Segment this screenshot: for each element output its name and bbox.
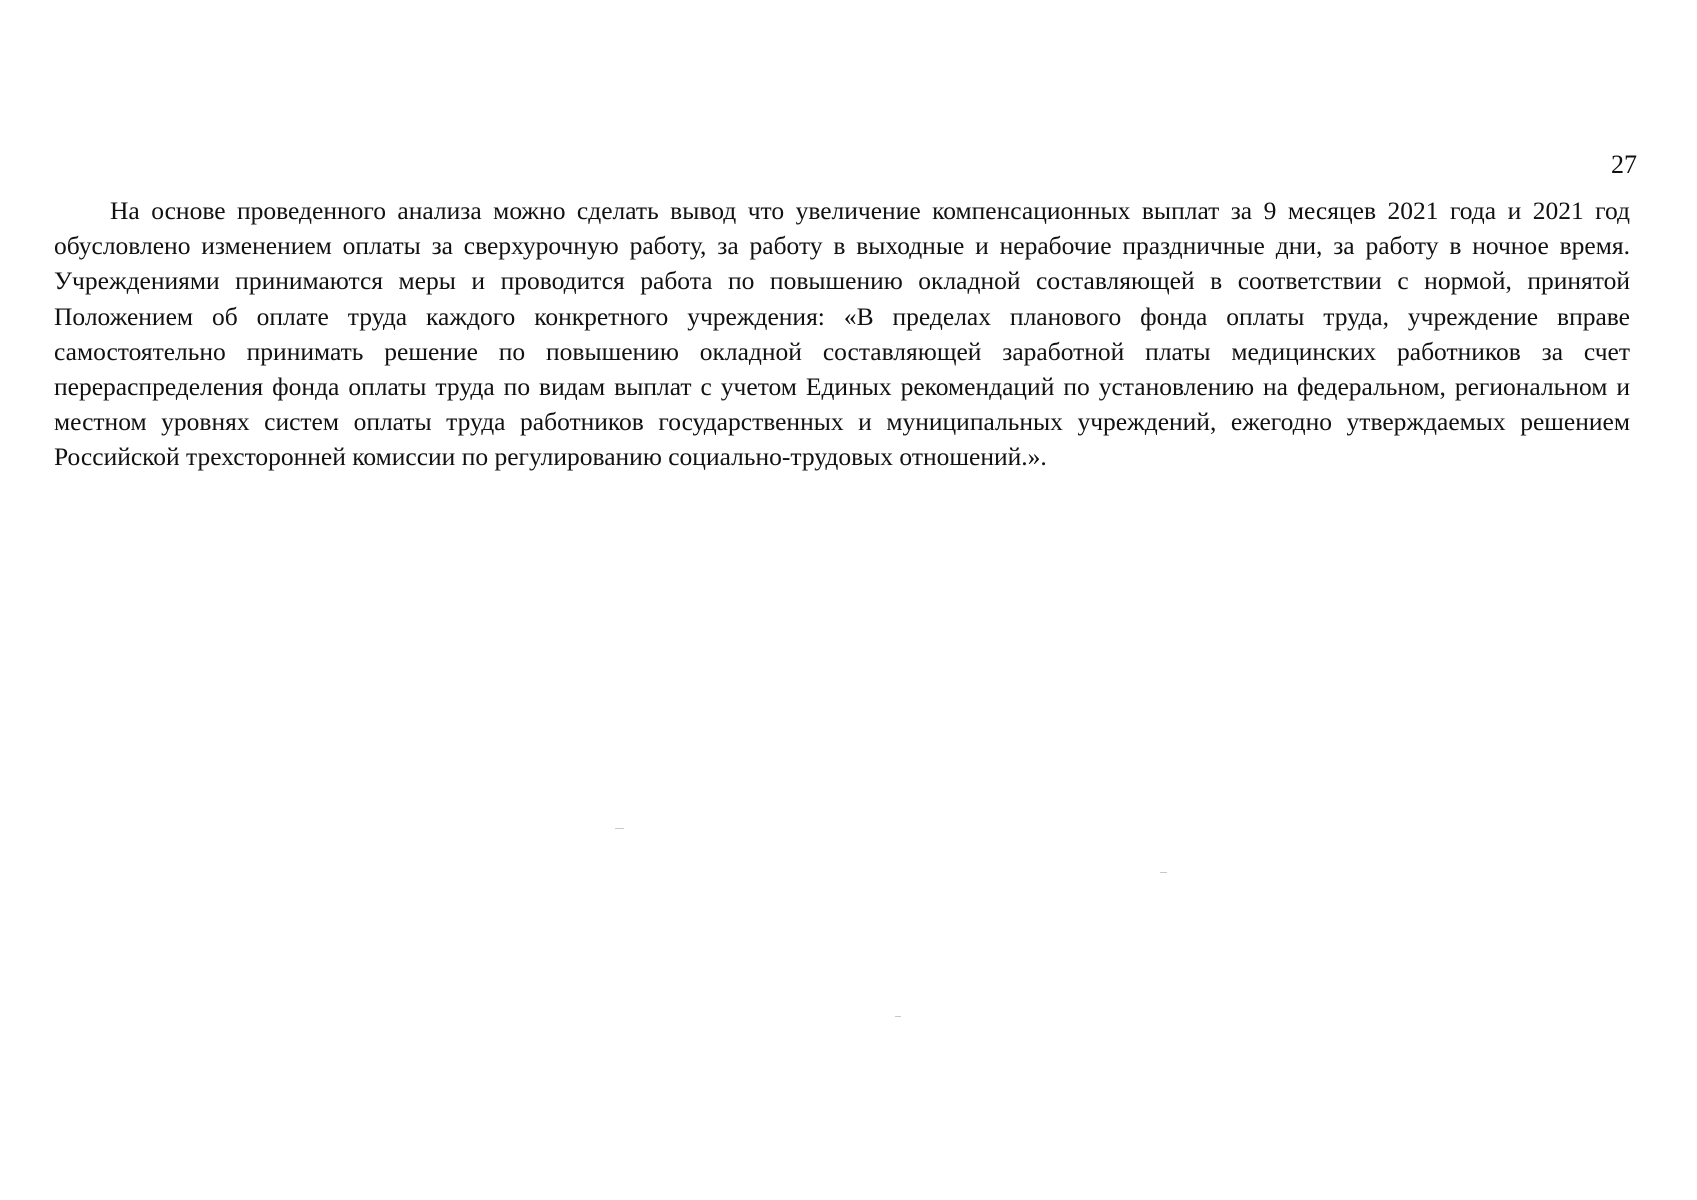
scan-speck [895,1016,901,1017]
page-number: 27 [1611,150,1637,179]
scan-speck [615,828,624,829]
body-paragraph: На основе проведенного анализа можно сделать вывод что увеличение компенсационных выплат за 9 месяцев 2021 года и 2021 год обусловлено изменением оплаты за сверхурочную работу, за работу в выходные и нерабочие праздничные дни, за работу в ночное время. Учреждениями принимаются меры и проводится работа по повышению окладной составляющей в соответствии с нормой, принятой Положением об оплате труда каждого конкретного учреждения: «В пределах планового фонда оплаты труда, учреждение вправе самостоятельно принимать решение по повышению окладной составляющей заработной платы медицинских работников за счет перераспределения фонда оплаты труда по видам выплат с учетом Единых рекомендаций по установлению на федеральном, региональном и местном уровнях систем оплаты труда работников государственных и муниципальных учреждений, ежегодно утверждаемых решением Российской трехсторонней комиссии по регулированию социально-трудовых отношений.». [54,196,1630,472]
scan-speck [1160,872,1167,873]
